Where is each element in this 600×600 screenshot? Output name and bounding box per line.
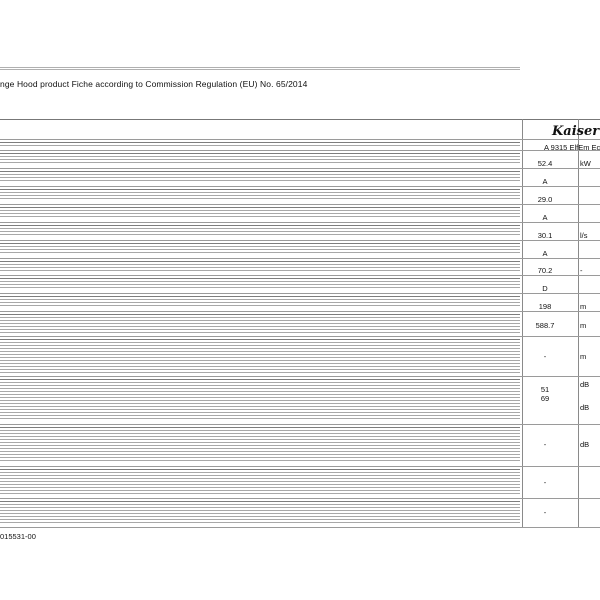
value-standby-power: - bbox=[543, 508, 547, 517]
value-grease-filtering: 70.2 bbox=[537, 266, 553, 275]
row-separator bbox=[0, 293, 600, 294]
value-airflow-max: 588.7 bbox=[535, 321, 555, 330]
row-separator bbox=[0, 204, 600, 205]
row-text-block bbox=[0, 261, 520, 274]
unit-lighting-efficiency: l/s bbox=[580, 231, 588, 240]
unit-noise-min: dB bbox=[580, 380, 590, 389]
value-lighting-class: A bbox=[542, 249, 548, 258]
row-separator bbox=[0, 139, 600, 140]
value-noise-boost: - bbox=[543, 440, 547, 449]
unit-noise-max: dB bbox=[580, 403, 590, 412]
document-code: 015531-00 bbox=[0, 532, 36, 541]
row-separator bbox=[0, 150, 600, 151]
unit-airflow-max: m bbox=[580, 321, 587, 330]
row-text-block bbox=[0, 142, 520, 149]
row-separator bbox=[0, 311, 600, 312]
row-separator bbox=[0, 498, 600, 499]
unit-grease-filtering: - bbox=[580, 266, 583, 275]
row-separator bbox=[0, 376, 600, 377]
row-text-block bbox=[0, 243, 520, 257]
unit-airflow-min: m bbox=[580, 302, 587, 311]
value-grease-class: D bbox=[542, 284, 548, 293]
row-separator bbox=[0, 424, 600, 425]
header-fine-print bbox=[0, 67, 520, 71]
row-separator bbox=[0, 258, 600, 259]
row-text-block bbox=[0, 339, 520, 375]
brand-logo: Kaiser bbox=[552, 124, 600, 139]
value-fluid-efficiency: 29.0 bbox=[537, 195, 553, 204]
value-energy-class: A bbox=[542, 177, 548, 186]
fiche-title: nge Hood product Fiche according to Commission Regulation (EU) No. 65/2014 bbox=[0, 79, 308, 89]
row-text-block bbox=[0, 379, 520, 423]
row-separator bbox=[0, 222, 600, 223]
row-separator bbox=[0, 527, 600, 528]
row-text-block bbox=[0, 207, 520, 221]
row-text-block bbox=[0, 278, 520, 292]
value-airflow-boost: - bbox=[543, 352, 547, 361]
value-noise-min: 51 bbox=[540, 385, 550, 394]
row-text-block bbox=[0, 171, 520, 185]
unit-noise-boost: dB bbox=[580, 440, 590, 449]
unit-annual-energy: kW bbox=[580, 159, 591, 168]
value-annual-energy: 52.4 bbox=[537, 159, 553, 168]
row-text-block bbox=[0, 501, 520, 526]
value-noise-max: 69 bbox=[540, 394, 550, 403]
row-separator bbox=[0, 275, 600, 276]
row-text-block bbox=[0, 469, 520, 497]
unit-airflow-boost: m bbox=[580, 352, 587, 361]
model-header: A 9315 ElfEm Ec bbox=[544, 143, 600, 152]
row-text-block bbox=[0, 296, 520, 310]
value-fluid-class: A bbox=[542, 213, 548, 222]
value-airflow-min: 198 bbox=[538, 302, 552, 311]
row-separator bbox=[0, 466, 600, 467]
value-off-mode-power: - bbox=[543, 478, 547, 487]
row-separator bbox=[0, 336, 600, 337]
row-separator bbox=[0, 168, 600, 169]
row-text-block bbox=[0, 189, 520, 203]
row-text-block bbox=[0, 427, 520, 465]
row-separator bbox=[0, 240, 600, 241]
value-lighting-efficiency: 30.1 bbox=[537, 231, 553, 240]
row-text-block bbox=[0, 153, 520, 167]
row-separator bbox=[0, 186, 600, 187]
row-text-block bbox=[0, 314, 520, 335]
row-text-block bbox=[0, 225, 520, 239]
